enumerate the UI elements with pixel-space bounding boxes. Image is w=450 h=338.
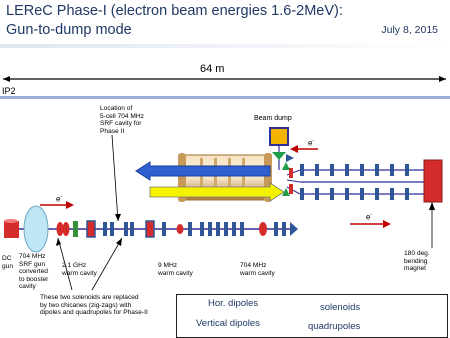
header-rule — [0, 44, 450, 48]
quadrupole-10 — [224, 222, 228, 236]
title-line-1: LEReC Phase-I (electron beam energies 1.6-2MeV): — [6, 3, 343, 19]
slide-date: July 8, 2015 — [381, 24, 438, 36]
quadrupole-8 — [208, 222, 212, 236]
beam-dump — [270, 128, 288, 145]
hor-dipole-dump — [286, 154, 294, 162]
mhz704-cavity-label: 704 MHz warm cavity — [240, 262, 275, 277]
srf-gun-label: 704 MHz SRF gun converted to booster cavity — [19, 253, 49, 291]
mhz704-cavity — [259, 222, 267, 236]
legend-vertical-dipoles: Vertical dipoles — [196, 318, 260, 329]
mhz9-cavity — [177, 224, 184, 234]
solenoid-green-1 — [73, 221, 78, 237]
electron-label-low: e- — [56, 194, 63, 204]
dc-gun-top — [4, 219, 18, 223]
solenoid-1 — [87, 221, 95, 237]
hor-dipole-main — [290, 222, 298, 236]
bending-magnet — [424, 160, 442, 202]
ghz-cavity-2 — [63, 222, 70, 236]
quadrupole-11 — [232, 222, 236, 236]
bending-magnet-label: 180 deg. bending magnet — [404, 250, 430, 273]
quadrupole-9 — [216, 222, 220, 236]
ip2-label: IP2 — [2, 86, 16, 96]
location-leader — [112, 135, 118, 221]
quadrupole-7 — [200, 222, 204, 236]
vert-dipole-dump — [272, 152, 286, 160]
srf-gun — [24, 206, 48, 252]
solenoid-2 — [146, 221, 154, 237]
dimension-arrow-right — [439, 76, 446, 82]
quadrupole-12 — [240, 222, 244, 236]
ip2-bar — [0, 96, 450, 99]
ghz-cavity-1 — [57, 222, 64, 236]
dimension-arrow-left — [3, 76, 10, 82]
beam-dump-label: Beam dump — [254, 115, 292, 122]
electron-label-mid: e- — [366, 212, 373, 222]
legend-solenoids: solenoids — [320, 302, 361, 313]
quadrupole-6 — [188, 222, 192, 236]
location-label: Location of 5-cell 704 MHz SRF cavity for Phase II — [100, 105, 144, 135]
quadrupole-3 — [124, 222, 128, 236]
dc-gun-label: DC gun — [2, 255, 14, 270]
dimension-label: 64 m — [200, 63, 225, 75]
quadrupole-14 — [282, 222, 286, 236]
legend-quadrupoles: quadrupoles — [308, 321, 361, 332]
mhz9-cavity-label: 9 MHz warm cavity — [158, 262, 193, 277]
quadrupole-5 — [162, 222, 166, 236]
title-line-2: Gun-to-dump mode — [6, 22, 132, 38]
ghz-cavity-label: 2.1 GHz warm cavity — [62, 262, 97, 277]
dc-gun — [4, 221, 19, 238]
electron-label-top: e- — [308, 138, 315, 148]
quadrupole-2 — [110, 222, 114, 236]
quadrupole-1 — [103, 222, 107, 236]
quadrupole-4 — [130, 222, 134, 236]
quadrupole-13 — [274, 222, 278, 236]
solenoid-note: These two solenoids are replaced by two chicanes (zig-zags) with dipoles and quadrupoles for Phase-II — [40, 294, 148, 317]
legend-hor-dipoles: Hor. dipoles — [208, 298, 259, 309]
